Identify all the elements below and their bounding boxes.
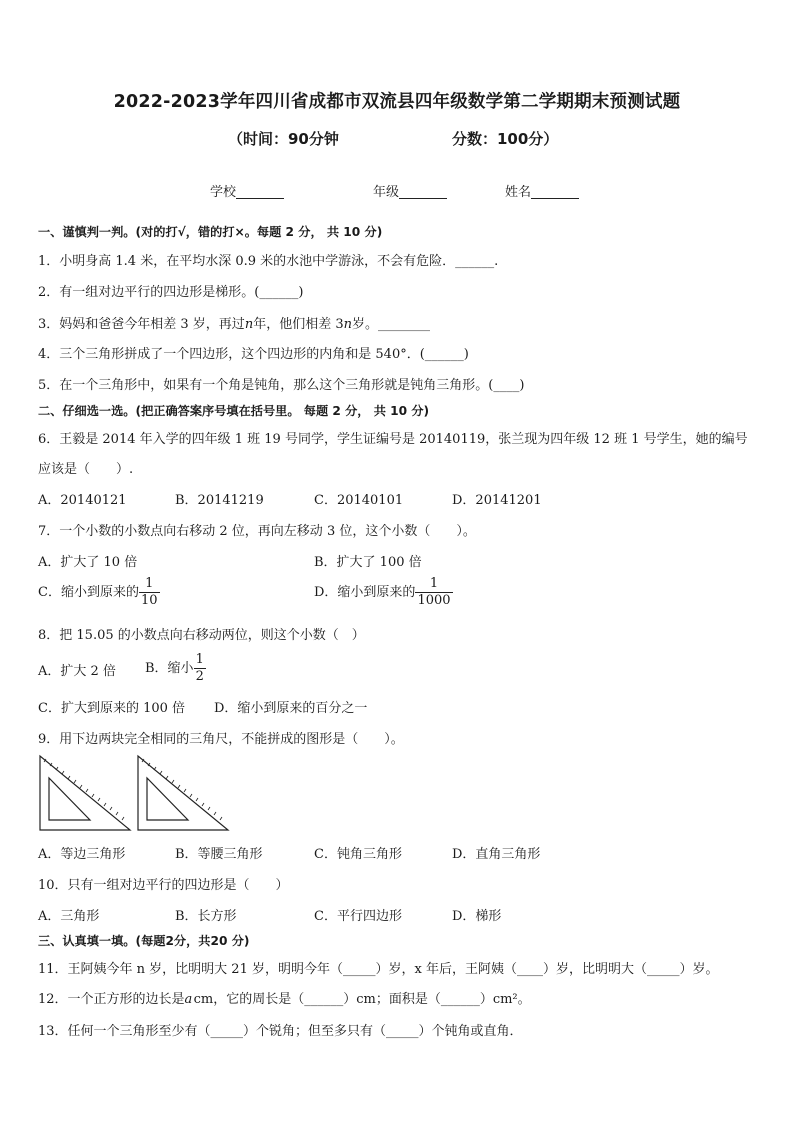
- question-7-option-d-text: D．缩小到原来的: [314, 585, 416, 600]
- question-6-line-1: 6．王毅是 2014 年入学的四年级 1 班 19 号同学，学生证编号是 20140119，张兰现为四年级 12 班 1 号学生，她的编号: [38, 432, 748, 447]
- exam-score: 分数：100分）: [452, 130, 559, 148]
- exam-title: 2022-2023学年四川省成都市双流县四年级数学第二学期期末预测试题: [113, 92, 681, 112]
- question-5: 5．在一个三角形中，如果有一个角是钝角，那么这个三角形就是钝角三角形。(____): [38, 378, 525, 393]
- name-field: [505, 181, 579, 200]
- question-8-option-b-text: B．缩小: [145, 661, 194, 676]
- question-8-option-d[interactable]: D．缩小到原来的百分之一: [214, 701, 368, 716]
- question-8-option-c[interactable]: C．扩大到原来的 100 倍: [38, 701, 186, 716]
- question-3-var-n2: n: [343, 317, 352, 332]
- question-3-blank[interactable]: ________: [377, 317, 430, 332]
- question-9: 9．用下边两块完全相同的三角尺，不能拼成的图形是（ ）。: [38, 732, 404, 747]
- question-1: [38, 250, 498, 269]
- section-1-heading: 一、谨慎判一判。(对的打√，错的打×。每题 2 分， 共 10 分): [38, 225, 383, 239]
- question-12-text-a: 12．一个正方形的边长是: [38, 992, 185, 1007]
- name-label: 姓名: [505, 185, 532, 200]
- question-7-option-a[interactable]: A．扩大了 10 倍: [38, 555, 138, 570]
- question-8-option-a[interactable]: A．扩大 2 倍: [38, 664, 116, 679]
- question-3: [38, 313, 430, 332]
- school-label: 学校: [210, 185, 237, 200]
- question-7-option-b[interactable]: B．扩大了 100 倍: [314, 555, 422, 570]
- question-12-text-b: ，它的周长是（______）cm；面积是（______）cm²。: [213, 992, 531, 1007]
- question-10-option-a[interactable]: A．三角形: [38, 909, 100, 924]
- question-6-option-d[interactable]: D．20141201: [452, 493, 542, 508]
- question-10-option-c[interactable]: C．平行四边形: [314, 909, 402, 924]
- question-1-end: .: [494, 254, 499, 269]
- question-4: 4．三个三角形拼成了一个四边形，这个四边形的内角和是 540°．(______): [38, 347, 469, 362]
- grade-field: [373, 181, 447, 200]
- question-8-option-b[interactable]: [145, 652, 206, 685]
- question-3-text-c: 岁。: [351, 317, 378, 332]
- question-3-var-n: n: [244, 317, 254, 332]
- question-6-option-b[interactable]: B．20141219: [175, 493, 264, 508]
- school-field: [210, 181, 284, 200]
- grade-label: 年级: [373, 185, 400, 200]
- question-3-text-a: 3．妈妈和爸爸今年相差 3 岁，再过: [38, 317, 245, 332]
- school-blank[interactable]: [236, 185, 284, 199]
- question-8: 8．把 15.05 的小数点向右移动两位，则这个小数（ ）: [38, 628, 365, 643]
- grade-blank[interactable]: [399, 185, 447, 199]
- question-9-option-c[interactable]: C．钝角三角形: [314, 847, 402, 862]
- fraction-1-2: $\frac{1}{2}$: [195, 652, 204, 684]
- question-3-text-b: 年，他们相差 3: [253, 317, 344, 332]
- question-9-option-d[interactable]: D．直角三角形: [452, 847, 541, 862]
- section-2-heading: 二、仔细选一选。(把正确答案序号填在括号里。 每题 2 分， 共 10 分): [38, 404, 430, 418]
- question-13: 13．任何一个三角形至少有（_____）个锐角；但至多只有（_____）个钝角或直角．: [38, 1024, 523, 1039]
- question-10: 10．只有一组对边平行的四边形是（ ）: [38, 878, 289, 893]
- triangle-ruler-left: [40, 756, 130, 830]
- question-7-option-c-text: C．缩小到原来的: [38, 585, 139, 600]
- fraction-1-10: $\frac{1}{10}$: [140, 576, 158, 608]
- question-10-option-d[interactable]: D．梯形: [452, 909, 502, 924]
- triangle-rulers-figure: [38, 754, 234, 834]
- exam-time: （时间：90分钟: [228, 130, 339, 148]
- name-blank[interactable]: [531, 185, 579, 199]
- question-9-option-b[interactable]: B．等腰三角形: [175, 847, 263, 862]
- question-12-var-a: a: [184, 992, 193, 1007]
- question-7-option-d[interactable]: [314, 576, 453, 609]
- question-6-line-2: 应该是（ ）.: [38, 462, 134, 477]
- question-12: [38, 988, 531, 1007]
- question-7-option-c[interactable]: [38, 576, 160, 609]
- fraction-1-1000: $\frac{1}{1000}$: [417, 576, 451, 608]
- question-12-unit: cm: [193, 992, 214, 1007]
- question-1-blank[interactable]: ______: [455, 254, 495, 269]
- question-6-option-c[interactable]: C．20140101: [314, 493, 404, 508]
- question-6-option-a[interactable]: A．20140121: [38, 493, 127, 508]
- question-1-text: 1．小明身高 1.4 米，在平均水深 0.9 米的水池中学游泳，不会有危险．: [38, 254, 456, 269]
- question-2: 2．有一组对边平行的四边形是梯形。(______): [38, 285, 304, 300]
- section-3-heading: 三、认真填一填。(每题2分，共20 分): [38, 934, 250, 948]
- triangle-ruler-right: [138, 756, 228, 830]
- question-9-option-a[interactable]: A．等边三角形: [38, 847, 126, 862]
- question-7: 7．一个小数的小数点向右移动 2 位，再向左移动 3 位，这个小数（ ）。: [38, 524, 476, 539]
- question-10-option-b[interactable]: B．长方形: [175, 909, 237, 924]
- question-11: 11．王阿姨今年 n 岁，比明明大 21 岁，明明今年（_____）岁，x 年后，王阿姨（____）岁，比明明大（_____）岁。: [38, 962, 719, 977]
